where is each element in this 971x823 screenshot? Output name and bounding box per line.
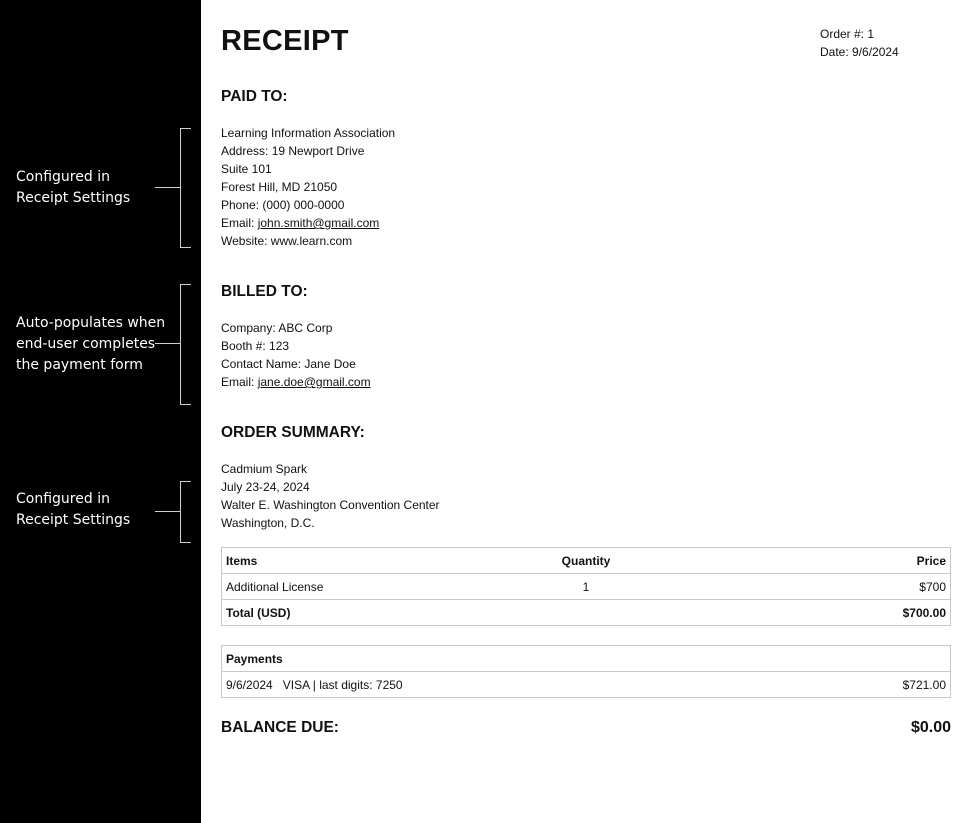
event-dates: July 23-24, 2024 bbox=[221, 480, 310, 494]
billed-to-company: Company: ABC Corp bbox=[221, 321, 333, 335]
total-value: $700.00 bbox=[651, 600, 951, 626]
bracket-connector bbox=[155, 511, 180, 512]
annotation-line: Receipt Settings bbox=[16, 190, 131, 206]
items-table bbox=[221, 547, 951, 626]
bracket-connector bbox=[155, 343, 180, 344]
billed-to-details bbox=[221, 319, 371, 391]
items-column-header: Items bbox=[222, 548, 522, 574]
table-row bbox=[222, 574, 951, 600]
annotation-line: Receipt Settings bbox=[16, 512, 131, 528]
paid-to-details bbox=[221, 124, 395, 250]
total-row bbox=[222, 600, 951, 626]
bracket-paid-to bbox=[180, 128, 191, 248]
order-summary-details bbox=[221, 460, 440, 532]
payment-method: VISA | last digits: 7250 bbox=[282, 677, 403, 692]
balance-due-label: BALANCE DUE: bbox=[221, 719, 339, 736]
paid-to-heading: PAID TO: bbox=[221, 88, 288, 105]
receipt-date: Date: 9/6/2024 bbox=[820, 45, 899, 59]
paid-to-phone: Phone: (000) 000-0000 bbox=[221, 198, 345, 212]
paid-to-email-link[interactable]: john.smith@gmail.com bbox=[257, 216, 380, 230]
balance-due-row bbox=[221, 719, 951, 737]
payment-date: 9/6/2024 bbox=[226, 677, 273, 692]
billed-to-email-link[interactable]: jane.doe@gmail.com bbox=[257, 375, 371, 389]
payment-info bbox=[222, 672, 791, 698]
receipt-meta bbox=[820, 25, 899, 61]
balance-due-amount: $0.00 bbox=[910, 719, 951, 736]
annotation-line: the payment form bbox=[16, 357, 143, 373]
order-summary-heading: ORDER SUMMARY: bbox=[221, 424, 365, 441]
total-spacer bbox=[522, 600, 651, 626]
table-row bbox=[222, 672, 951, 698]
paid-to-org: Learning Information Association bbox=[221, 126, 396, 140]
paid-to-email-row bbox=[221, 214, 395, 232]
billed-to-booth: Booth #: 123 bbox=[221, 339, 290, 353]
payment-amount: $721.00 bbox=[791, 672, 951, 698]
billed-to-heading: BILLED TO: bbox=[221, 283, 308, 300]
event-city: Washington, D.C. bbox=[221, 516, 315, 530]
annotation-line: end-user completes bbox=[16, 336, 156, 352]
billed-to-contact: Contact Name: Jane Doe bbox=[221, 357, 356, 371]
total-label: Total (USD) bbox=[222, 600, 522, 626]
paid-to-suite: Suite 101 bbox=[221, 162, 272, 176]
annotation-line: Auto-populates when bbox=[16, 315, 166, 331]
item-name: Additional License bbox=[222, 574, 522, 600]
event-name: Cadmium Spark bbox=[221, 462, 308, 476]
table-header-row bbox=[222, 646, 951, 672]
paid-to-address: Address: 19 Newport Drive bbox=[221, 144, 365, 158]
payments-table bbox=[221, 645, 951, 698]
bracket-billed-to bbox=[180, 284, 191, 405]
order-number: Order #: 1 bbox=[820, 27, 875, 41]
paid-to-city: Forest Hill, MD 21050 bbox=[221, 180, 338, 194]
payments-header: Payments bbox=[222, 646, 951, 672]
bracket-order-summary bbox=[180, 481, 191, 543]
quantity-column-header: Quantity bbox=[522, 548, 651, 574]
event-venue: Walter E. Washington Convention Center bbox=[221, 498, 440, 512]
annotation-line: Configured in bbox=[16, 169, 110, 185]
annotation-line: Configured in bbox=[16, 491, 110, 507]
paid-to-website: Website: www.learn.com bbox=[221, 234, 353, 248]
annotation-panel bbox=[0, 0, 201, 823]
item-quantity: 1 bbox=[522, 574, 651, 600]
billed-to-email-row bbox=[221, 373, 371, 391]
item-price: $700 bbox=[651, 574, 951, 600]
price-column-header: Price bbox=[651, 548, 951, 574]
email-label: Email: bbox=[221, 216, 258, 230]
receipt-title: RECEIPT bbox=[221, 25, 349, 57]
annotation-receipt-settings-2 bbox=[16, 489, 130, 531]
table-header-row bbox=[222, 548, 951, 574]
annotation-receipt-settings-1 bbox=[16, 167, 130, 209]
annotation-auto-populates bbox=[16, 313, 165, 376]
bracket-connector bbox=[155, 187, 180, 188]
email-label: Email: bbox=[221, 375, 258, 389]
